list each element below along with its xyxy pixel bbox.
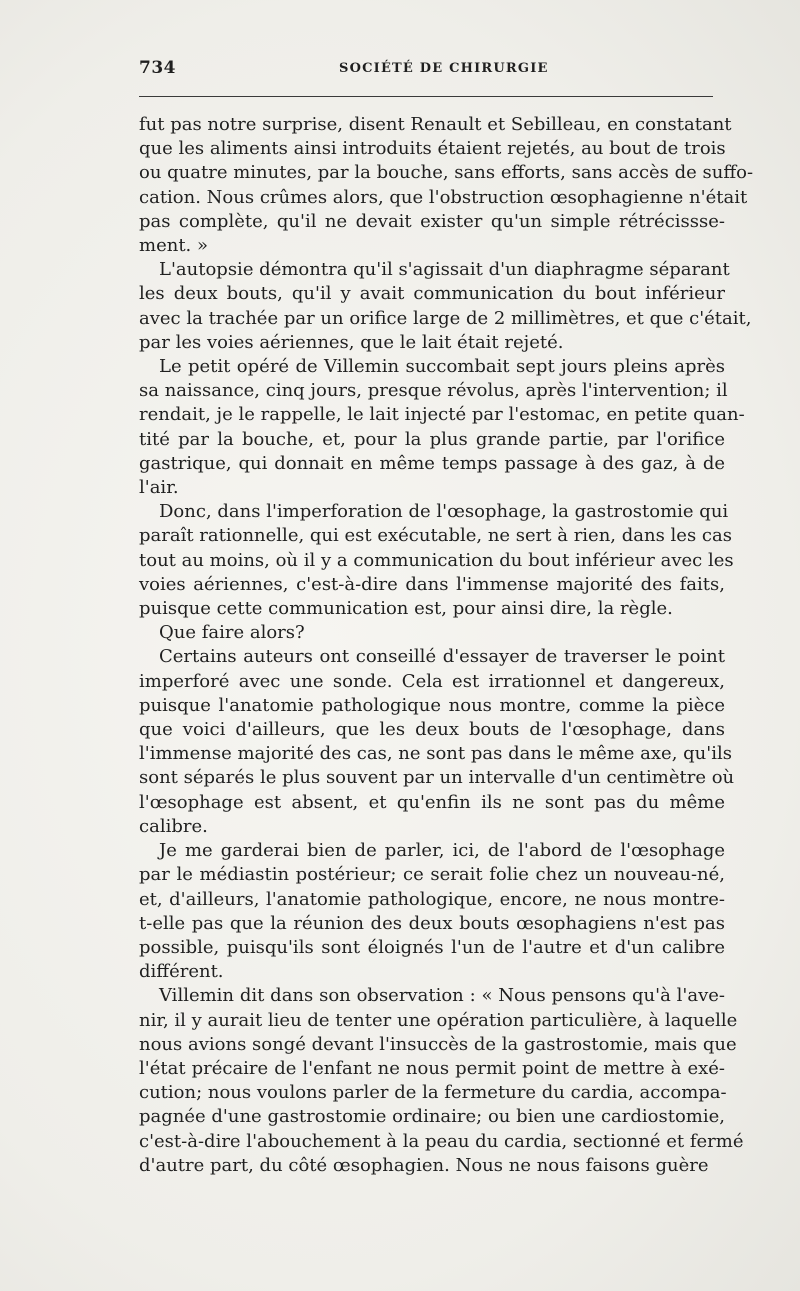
- text-line: les deux bouts, qu'il y avait communication du bout inférieur: [139, 283, 725, 305]
- paragraph: [139, 621, 725, 645]
- text-line: Certains auteurs ont conseillé d'essayer de traverser le point: [159, 646, 725, 668]
- text-line: L'autopsie démontra qu'il s'agissait d'un diaphragme séparant: [159, 259, 730, 281]
- text-line: tité par la bouche, et, pour la plus grande partie, par l'orifice: [139, 428, 725, 450]
- page-number: 734: [139, 58, 176, 78]
- text-line: tout au moins, où il y a communication du bout inférieur avec les: [139, 549, 734, 571]
- text-line: fut pas notre surprise, disent Renault et Sebilleau, en constatant: [139, 114, 732, 135]
- body-text: [139, 113, 754, 1178]
- paragraph: [139, 355, 745, 500]
- text-line: nous avions songé devant l'insuccès de la gastrostomie, mais que: [139, 1033, 737, 1055]
- text-line: Je me garderai bien de parler, ici, de l'abord de l'œsophage: [159, 840, 725, 862]
- text-line: l'œsophage est absent, et qu'enfin ils ne sont pas du même: [139, 791, 725, 813]
- text-line: d'autre part, du côté œsophagien. Nous ne nous faisons guère: [139, 1154, 709, 1176]
- text-line: t-elle pas que la réunion des deux bouts œsophagiens n'est pas: [139, 912, 725, 934]
- text-line: voies aériennes, c'est-à-dire dans l'immense majorité des faits,: [139, 573, 725, 595]
- text-line: avec la trachée par un orifice large de 2 millimètres, et que c'était,: [139, 307, 752, 329]
- text-line: puisque l'anatomie pathologique nous montre, comme la pièce: [139, 694, 725, 716]
- text-line: Que faire alors?: [159, 622, 305, 644]
- paragraph: [139, 258, 752, 355]
- paragraph: [139, 839, 725, 984]
- text-line: et, d'ailleurs, l'anatomie pathologique, encore, ne nous montre-: [139, 888, 725, 910]
- paragraph: [139, 984, 744, 1178]
- text-line: Villemin dit dans son observation : « Nous pensons qu'à l'ave-: [159, 985, 725, 1007]
- text-line: sont séparés le plus souvent par un intervalle d'un centimètre où: [139, 767, 735, 789]
- text-line: ment. »: [139, 235, 209, 257]
- text-line: que voici d'ailleurs, que les deux bouts de l'œsophage, dans: [139, 719, 725, 741]
- text-line: imperforé avec une sonde. Cela est irrationnel et dangereux,: [139, 670, 725, 692]
- text-line: gastrique, qui donnait en même temps passage à des gaz, à de: [139, 452, 725, 474]
- paragraph: [139, 113, 754, 258]
- text-line: par le médiastin postérieur; ce serait folie chez un nouveau-né,: [139, 864, 725, 886]
- text-line: cation. Nous crûmes alors, que l'obstruction œsophagienne n'était: [139, 186, 748, 208]
- text-line: rendait, je le rappelle, le lait injecté par l'estomac, en petite quan-: [139, 404, 745, 426]
- text-line: ou quatre minutes, par la bouche, sans efforts, sans accès de suffo-: [139, 162, 754, 184]
- text-line: l'état précaire de l'enfant ne nous permit point de mettre à exé-: [139, 1057, 725, 1079]
- text-line: puisque cette communication est, pour ainsi dire, la règle.: [139, 598, 673, 620]
- text-line: différent.: [139, 961, 224, 983]
- paragraph: [139, 500, 734, 621]
- text-line: que les aliments ainsi introduits étaient rejetés, au bout de trois: [139, 138, 726, 160]
- text-line: calibre.: [139, 815, 208, 837]
- paragraph: [139, 645, 735, 839]
- header-rule: [139, 96, 713, 97]
- page-header: [139, 58, 713, 84]
- text-line: c'est-à-dire l'abouchement à la peau du cardia, sectionné et fermé: [139, 1130, 744, 1152]
- text-line: sa naissance, cinq jours, presque révolus, après l'intervention; il: [139, 380, 728, 402]
- text-line: nir, il y aurait lieu de tenter une opération particulière, à laquelle: [139, 1009, 738, 1031]
- text-line: l'air.: [139, 477, 179, 499]
- text-line: pagnée d'une gastrostomie ordinaire; ou bien une cardiostomie,: [139, 1106, 725, 1128]
- text-line: Donc, dans l'imperforation de l'œsophage, la gastrostomie qui: [159, 501, 729, 523]
- text-line: par les voies aériennes, que le lait était rejeté.: [139, 331, 564, 353]
- text-line: possible, puisqu'ils sont éloignés l'un de l'autre et d'un calibre: [139, 936, 725, 958]
- text-line: cution; nous voulons parler de la fermeture du cardia, accompa-: [139, 1082, 727, 1104]
- text-line: paraît rationnelle, qui est exécutable, ne sert à rien, dans les cas: [139, 525, 732, 547]
- text-line: pas complète, qu'il ne devait exister qu'un simple rétrécissse-: [139, 210, 725, 232]
- text-line: Le petit opéré de Villemin succombait sept jours pleins après: [159, 356, 725, 378]
- running-head: SOCIÉTÉ DE CHIRURGIE: [339, 61, 549, 76]
- text-line: l'immense majorité des cas, ne sont pas dans le même axe, qu'ils: [139, 743, 732, 765]
